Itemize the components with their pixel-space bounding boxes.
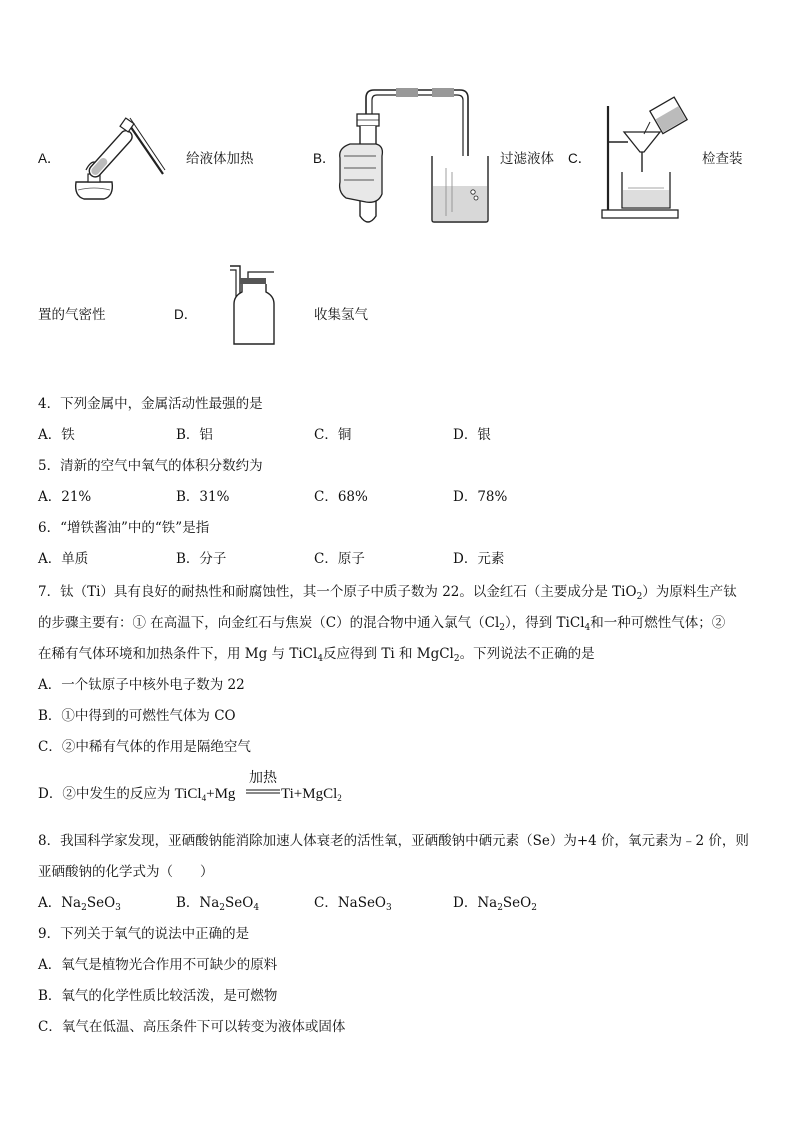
q8-option-d: D．$Na_2SeO_2$ — [453, 895, 537, 913]
q5-option-a: A．21% — [38, 489, 92, 505]
filtration-funnel-stand-icon — [600, 96, 690, 222]
q9-option-c: C．氧气在低温、高压条件下可以转变为液体或固体 — [38, 1019, 346, 1035]
q5-stem: 5．清新的空气中氧气的体积分数约为 — [38, 458, 263, 474]
q5-option-c: C．68% — [314, 489, 368, 505]
q6-option-c: C．原子 — [314, 551, 365, 567]
q5-option-d: D．78% — [453, 489, 508, 505]
gas-collection-bottle-icon — [226, 258, 282, 350]
q7-option-c: C．②中稀有气体的作用是隔绝空气 — [38, 739, 251, 755]
q3-option-c-letter: C． — [568, 151, 592, 166]
q5-option-b: B．31% — [176, 489, 230, 505]
equation-condition: 加热 — [249, 770, 277, 786]
test-tube-heating-icon — [66, 104, 166, 204]
q3-option-c-label: 检查装 — [702, 151, 743, 167]
q4-stem: 4．下列金属中，金属活动性最强的是 — [38, 396, 263, 412]
q7-stem-line-2: 的步骤主要有：① 在高温下，向金红石与焦炭（C）的混合物中通入氯气$(Cl_2)$，得到 TiCl$_4$和一种可燃性气体；② — [38, 615, 726, 633]
q9-stem: 9．下列关于氧气的说法中正确的是 — [38, 926, 250, 942]
q3-option-b-label: 过滤液体 — [500, 151, 554, 167]
q7-option-b: B．①中得到的可燃性气体为 CO — [38, 708, 236, 724]
q8-option-b: B．$Na_2SeO_4$ — [176, 895, 260, 913]
q4-option-b: B．铝 — [176, 427, 213, 443]
q7-stem-line-1: 7．钛（Ti）具有良好的耐热性和耐腐蚀性，其一个原子中质子数为 22。以金红石（主要成分是 TiO$_2$）为原料生产钛 — [38, 584, 737, 602]
q3-option-a-label: 给液体加热 — [186, 151, 254, 167]
q8-option-a: A．$Na_2SeO_3$ — [38, 895, 121, 913]
q9-option-b: B．氧气的化学性质比较活泼，是可燃物 — [38, 988, 278, 1004]
hand-test-tube-airtightness-icon — [336, 86, 496, 231]
q6-option-d: D．元素 — [453, 551, 505, 567]
q6-option-b: B．分子 — [176, 551, 227, 567]
equation-equals-sign — [246, 789, 280, 795]
q9-option-a: A．氧气是植物光合作用不可缺少的原料 — [38, 957, 278, 973]
equation-rhs: Ti+MgCl$_2$ — [281, 786, 342, 803]
q4-option-a: A．铁 — [38, 427, 75, 443]
q7-stem-line-3: 在稀有气体环境和加热条件下，用 Mg 与 TiCl$_4$反应得到 Ti 和 MgCl$_2$。下列说法不正确的是 — [38, 646, 595, 664]
q7-option-a: A．一个钛原子中核外电子数为 22 — [38, 677, 245, 693]
q3-option-a-letter: A． — [38, 151, 61, 166]
q3-option-c-label-continued: 置的气密性 — [38, 307, 106, 323]
q7-option-d: D．②中发生的反应为 TiCl$_4$+Mg — [38, 786, 236, 803]
equation-lhs: TiCl$_4$+Mg — [174, 786, 236, 803]
q3-option-b-letter: B． — [313, 151, 336, 166]
q3-option-d-label: 收集氢气 — [314, 307, 368, 323]
q6-option-a: A．单质 — [38, 551, 89, 567]
q4-option-d: D．银 — [453, 427, 491, 443]
q8-stem-line-2: 亚硒酸钠的化学式为（ ） — [38, 864, 214, 880]
q4-option-c: C．铜 — [314, 427, 352, 443]
q8-stem-line-1: 8．我国科学家发现，亚硒酸钠能消除加速人体衰老的活性氧，亚硒酸钠中硒元素（Se）为+4 价，氧元素为﹣2 价，则 — [38, 833, 749, 849]
q6-stem: 6．“增铁酱油”中的“铁”是指 — [38, 520, 210, 536]
q8-option-c: C．NaSeO$_3$ — [314, 895, 392, 913]
q3-option-d-letter: D． — [174, 307, 198, 322]
